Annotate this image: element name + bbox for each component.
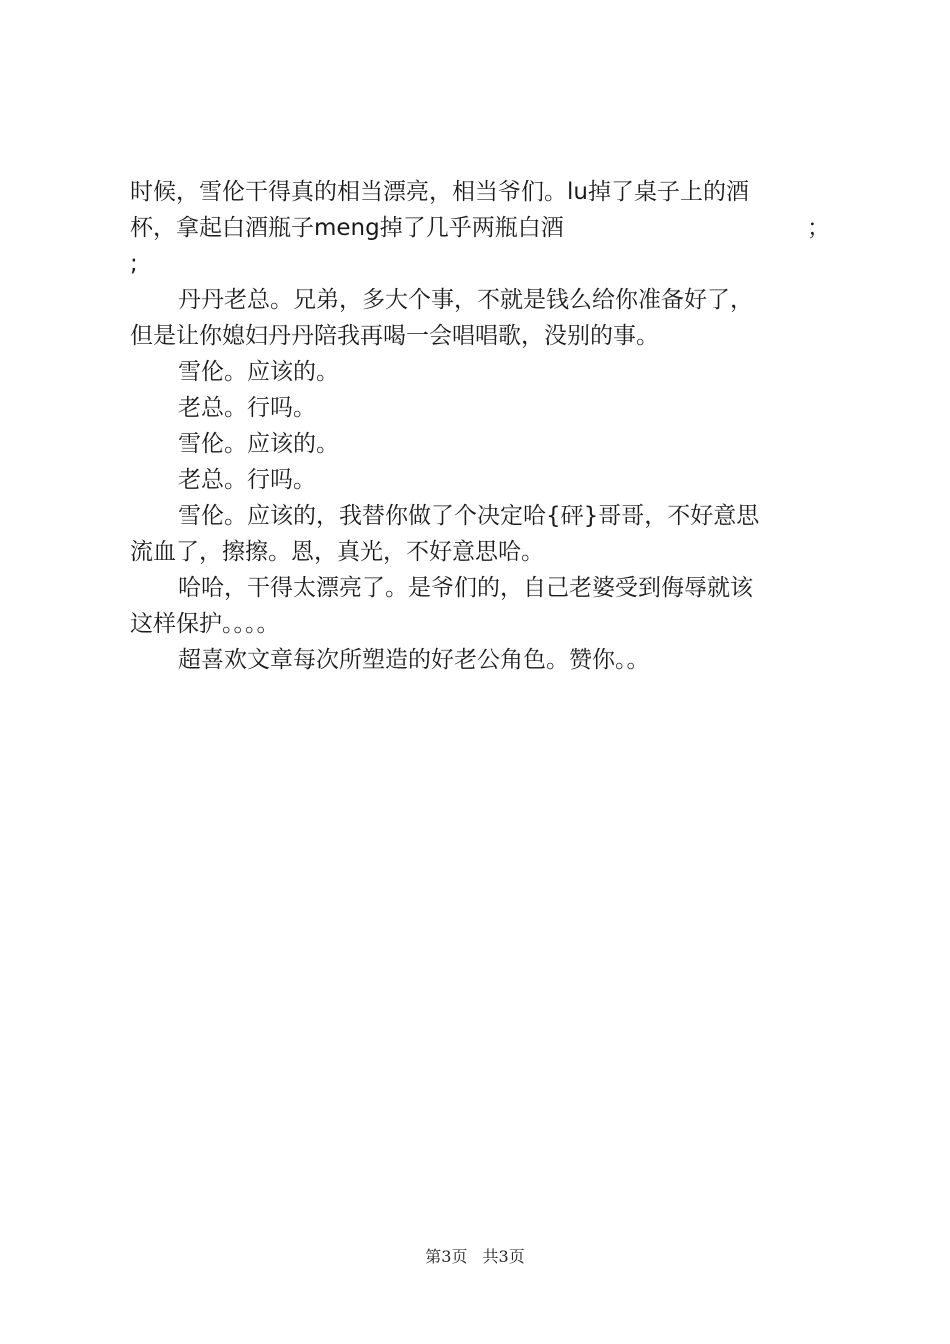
text-line: 时候，雪伦干得真的相当漂亮，相当爷们。lu掉了桌子上的酒 xyxy=(130,179,749,205)
paragraph-line: 老总。行吗。 xyxy=(178,467,316,493)
paragraph-line: 丹丹老总。兄弟，多大个事，不就是钱么给你准备好了， xyxy=(178,287,753,313)
document-body xyxy=(130,174,830,678)
punctuation-mark: ； xyxy=(807,215,830,241)
paragraph-line: 哈哈，干得太漂亮了。是爷们的，自己老婆受到侮辱就该 xyxy=(178,575,753,601)
paragraph-line: 雪伦。应该的。 xyxy=(178,431,339,457)
paragraph-line: 超喜欢文章每次所塑造的好老公角色。赞你。。 xyxy=(178,647,650,673)
text-line: ; xyxy=(130,251,138,277)
page-footer xyxy=(0,1244,950,1267)
page-number: 第3页 xyxy=(425,1247,468,1266)
paragraph-line: 老总。行吗。 xyxy=(178,395,316,421)
text-line: 这样保护。。。。 xyxy=(130,611,280,637)
page-total: 共3页 xyxy=(482,1247,525,1266)
text-line: 流血了，擦擦。恩，真光，不好意思哈。 xyxy=(130,539,544,565)
text-line-with-trailing-mark xyxy=(130,210,830,246)
text-line: 但是让你媳妇丹丹陪我再喝一会唱唱歌，没别的事。 xyxy=(130,323,659,349)
paragraph-line: 雪伦。应该的，我替你做了个决定哈{砰}哥哥，不好意思 xyxy=(178,503,760,529)
text-segment: 杯，拿起白酒瓶子meng掉了几乎两瓶白酒 xyxy=(130,215,564,241)
paragraph-line: 雪伦。应该的。 xyxy=(178,359,339,385)
